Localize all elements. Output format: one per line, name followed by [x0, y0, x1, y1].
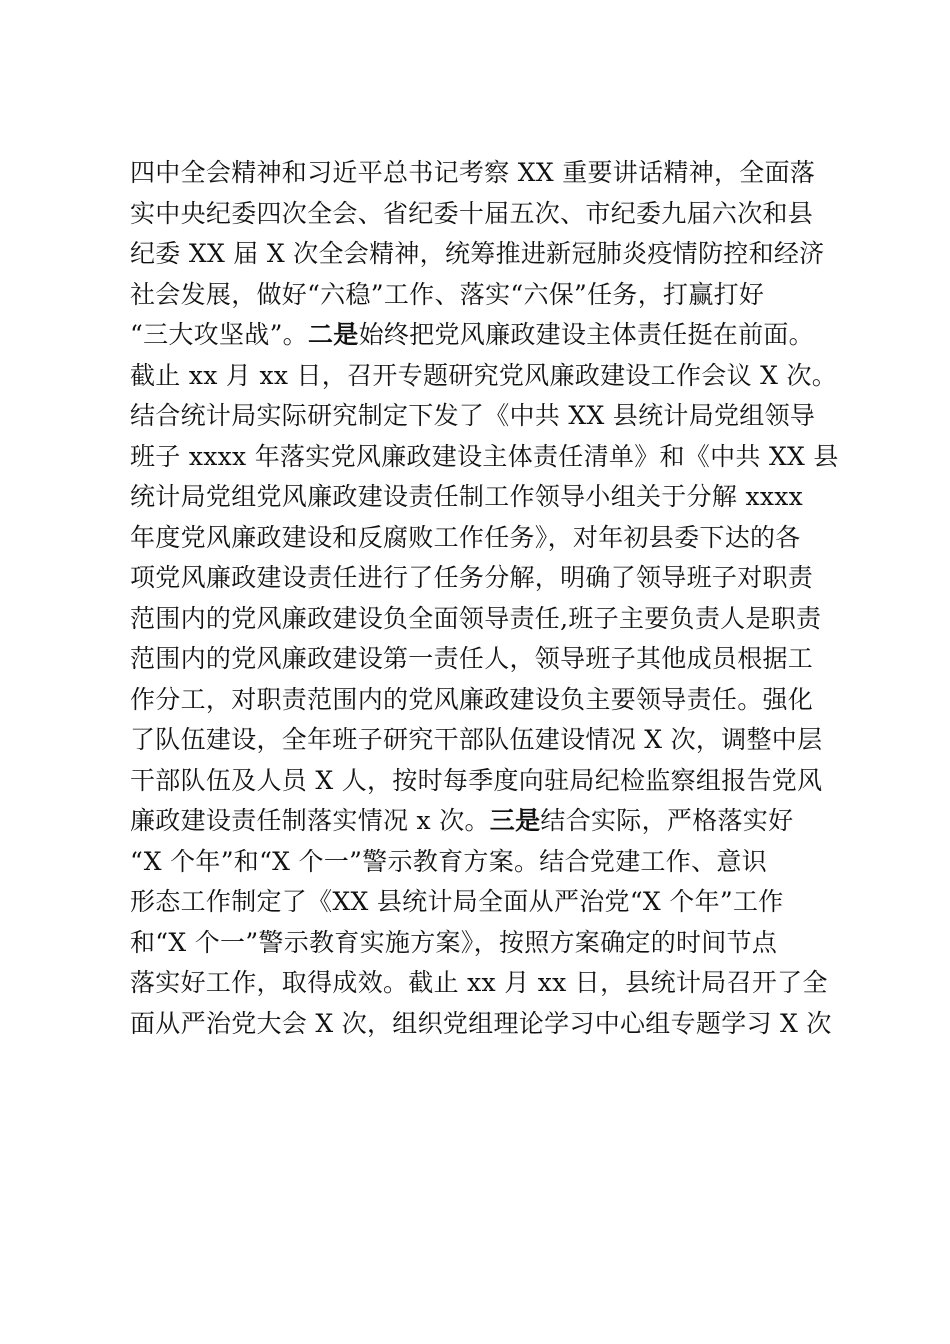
- bold-run: 二是: [307, 320, 359, 349]
- text-run: 四中全会精神和习近平总书记考察 XX 重要讲话精神，全面落: [130, 158, 816, 187]
- text-line: [130, 356, 840, 397]
- text-line: [130, 1004, 840, 1045]
- text-line: [130, 599, 840, 640]
- text-line: [130, 437, 840, 478]
- text-line: [130, 680, 840, 721]
- text-line: [130, 518, 840, 559]
- text-run: “X 个年”和“X 个一”警示教育方案。结合党建工作、意识: [130, 846, 768, 876]
- text-run: “三大攻坚战”。: [130, 320, 308, 349]
- text-run: 范围内的党风廉政建设第一责任人，领导班子其他成员根据工: [130, 644, 814, 673]
- text-run: 干部队伍及人员 X 人，按时每季度向驻局纪检监察组报告党风: [130, 765, 823, 795]
- text-line: [130, 194, 840, 235]
- text-line: [130, 720, 840, 761]
- text-run: 了队伍建设，全年班子研究干部队伍建设情况 X 次，调整中层: [130, 725, 823, 754]
- text-run: 项党风廉政建设责任进行了任务分解，明确了领导班子对职责: [130, 563, 814, 592]
- text-line: [130, 882, 840, 923]
- text-run: 始终把党风廉政建设主体责任挺在前面。: [358, 320, 814, 349]
- text-line: [130, 275, 840, 316]
- bold-run: 三是: [489, 806, 541, 835]
- text-line: [130, 761, 840, 802]
- text-run: 结合实际，严格落实好: [540, 806, 794, 835]
- text-line: [130, 234, 840, 275]
- text-run: 廉政建设责任制落实情况 x 次。: [130, 806, 490, 835]
- text-line: [130, 558, 840, 599]
- text-run: 作分工，对职责范围内的党风廉政建设负主要领导责任。强化: [130, 684, 814, 714]
- body-text: [130, 153, 840, 1044]
- text-run: 年度党风廉政建设和反腐败工作任务》，对年初县委下达的各: [130, 522, 801, 552]
- text-run: 形态工作制定了《XX 县统计局全面从严治党“X 个年”工作: [130, 887, 784, 916]
- text-run: 范围内的党风廉政建设负全面领导责任,班子主要负责人是职责: [130, 603, 822, 633]
- text-line: [130, 315, 840, 356]
- text-line: [130, 923, 840, 964]
- text-run: 结合统计局实际研究制定下发了《中共 XX 县统计局党组领导: [130, 401, 816, 430]
- text-run: 实中央纪委四次全会、省纪委十届五次、市纪委九届六次和县: [130, 198, 814, 228]
- text-line: [130, 842, 840, 883]
- text-line: [130, 639, 840, 680]
- text-line: [130, 396, 840, 437]
- text-line: [130, 801, 840, 842]
- text-run: 和“X 个一”警示教育实施方案》，按照方案确定的时间节点: [130, 927, 778, 957]
- text-run: 面从严治党大会 X 次，组织党组理论学习中心组专题学习 X 次: [130, 1008, 832, 1038]
- text-line: [130, 477, 840, 518]
- text-run: 落实好工作，取得成效。截止 xx 月 xx 日，县统计局召开了全: [130, 968, 828, 997]
- text-run: 统计局党组党风廉政建设责任制工作领导小组关于分解 xxxx: [130, 482, 804, 511]
- text-line: [130, 963, 840, 1004]
- text-run: 班子 xxxx 年落实党风廉政建设主体责任清单》和《中共 XX 县: [130, 441, 839, 471]
- text-run: 社会发展，做好“六稳”工作、落实“六保”任务，打赢打好: [130, 279, 765, 309]
- text-run: 截止 xx 月 xx 日，召开专题研究党风廉政建设工作会议 X 次。: [130, 360, 838, 390]
- text-run: 纪委 XX 届 X 次全会精神，统筹推进新冠肺炎疫情防控和经济: [130, 239, 825, 268]
- text-line: [130, 153, 840, 194]
